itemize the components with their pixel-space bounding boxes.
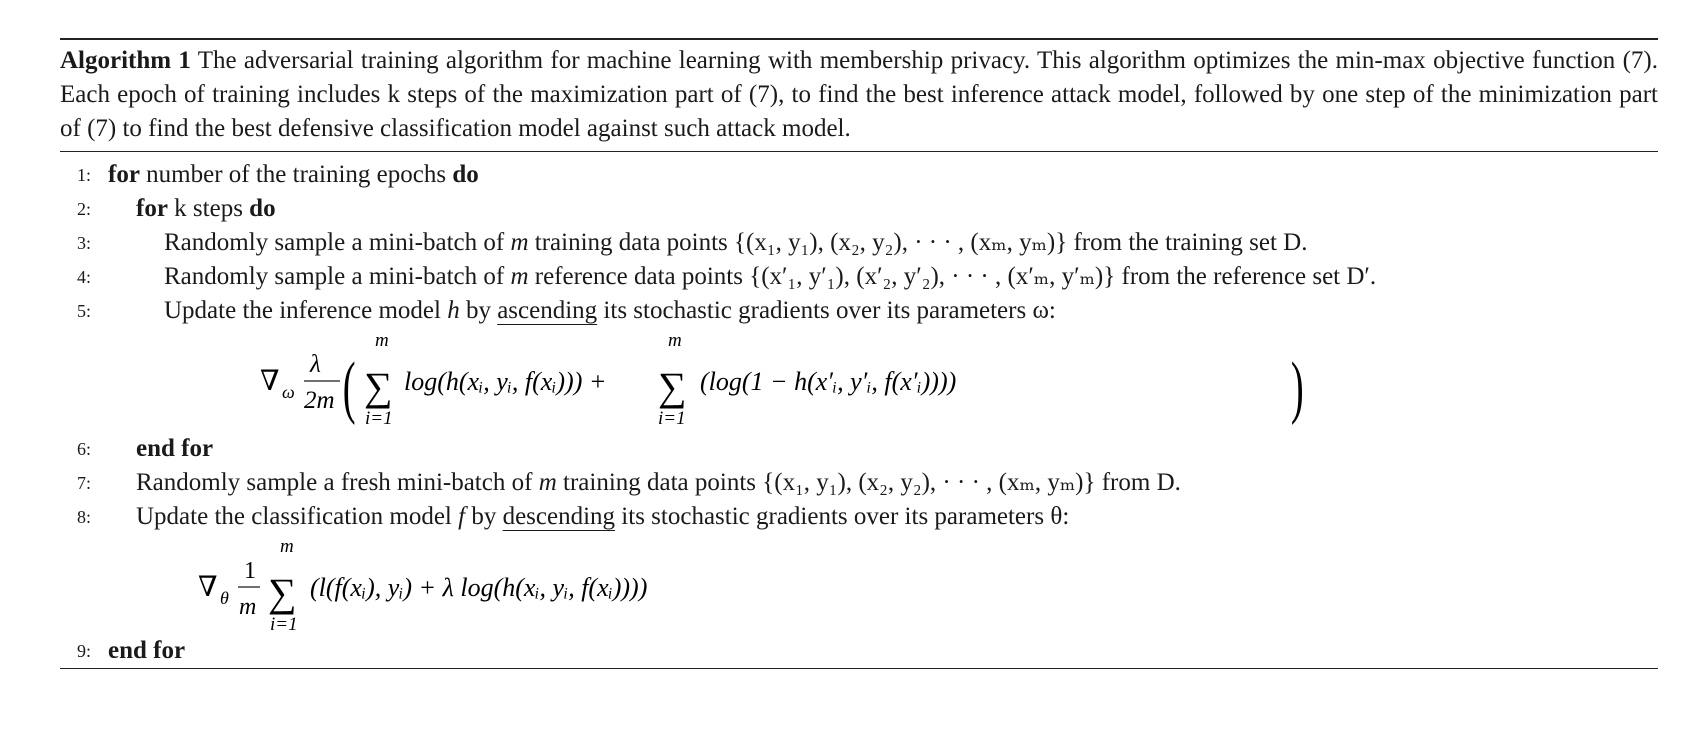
equation-classification-gradient — [60, 534, 1658, 634]
step-text — [164, 294, 1056, 328]
keyword: do — [452, 161, 479, 188]
step-post: reference data points {(x′₁, y′₁), (x′₂, y′₂), · · · , (x′ₘ, y′ₘ)} from the reference set D′. — [528, 263, 1377, 290]
step-text — [108, 158, 479, 192]
step-line-5 — [60, 294, 1658, 328]
algorithm-label: Algorithm 1 — [60, 47, 191, 74]
step-var: h — [447, 297, 460, 324]
step-line-1 — [60, 158, 1658, 192]
algorithm-block — [60, 38, 1658, 669]
line-number: 4: — [77, 267, 92, 287]
eq2-sum-top: m — [280, 536, 294, 557]
step-pre: Randomly sample a mini-batch of — [164, 229, 511, 256]
step-text — [108, 634, 185, 668]
eq1-right-paren: ) — [1290, 349, 1304, 427]
line-number: 7: — [77, 473, 92, 493]
line-number: 9: — [77, 641, 92, 661]
step-var: m — [510, 263, 529, 290]
eq2-sum: ∑ — [268, 570, 297, 615]
step-text — [136, 466, 1181, 500]
eq1-left-paren: ( — [342, 349, 356, 427]
step-pre: Update the inference model — [164, 297, 448, 324]
eq2-term: (l(f(xᵢ), yᵢ) + λ log(h(xᵢ, yᵢ, f(xᵢ)))) — [310, 573, 648, 602]
step-line-3 — [60, 226, 1658, 260]
eq2-nabla: ∇ — [198, 572, 218, 603]
step-text — [136, 192, 276, 226]
step-line-7 — [60, 466, 1658, 500]
line-number: 5: — [77, 301, 92, 321]
step-var: m — [510, 229, 529, 256]
step-mid: by — [465, 503, 503, 530]
eq1-sum1: ∑ — [364, 364, 393, 409]
step-var: f — [458, 503, 466, 530]
equation-1-svg — [60, 328, 1658, 432]
eq2-frac-num: 1 — [244, 558, 256, 584]
eq1-sum1-top: m — [375, 330, 389, 351]
line-number: 1: — [77, 165, 92, 185]
eq1-sum2-bot: i=1 — [658, 408, 686, 429]
eq1-sum1-bot: i=1 — [365, 408, 393, 429]
step-text — [164, 226, 1307, 260]
eq1-sum2-top: m — [668, 330, 682, 351]
eq1-frac-num: λ — [310, 351, 321, 378]
step-underlined: ascending — [497, 297, 598, 324]
eq1-term1: log(h(xᵢ, yᵢ, f(xᵢ))) + — [404, 367, 607, 396]
algorithm-caption-text: The adversarial training algorithm for machine learning with membership privacy. This algorithm optimizes the min-max objective function (7). Each epoch of training includes k steps of the maximization part of (7), to find the best inference attack model, followed by one step of the minimization part of (7) to find the best defensive classification model against such attack model. — [60, 47, 1658, 142]
algorithm-steps — [60, 152, 1658, 668]
eq1-nabla: ∇ — [260, 366, 280, 397]
eq1-sum2: ∑ — [658, 364, 687, 409]
step-text — [136, 432, 213, 466]
step-underlined: descending — [502, 503, 616, 530]
step-line-2 — [60, 192, 1658, 226]
step-mid: by — [459, 297, 498, 324]
step-var: m — [538, 469, 557, 496]
step-body: k steps — [167, 195, 250, 222]
step-pre: Randomly sample a fresh mini-batch of — [136, 469, 539, 496]
step-line-4 — [60, 260, 1658, 294]
line-number: 8: — [77, 507, 92, 527]
step-text — [164, 260, 1376, 294]
eq2-sum-bot: i=1 — [270, 614, 298, 635]
equation-inference-gradient — [60, 328, 1658, 432]
step-text — [136, 500, 1069, 534]
step-line-9 — [60, 634, 1658, 668]
algorithm-caption — [60, 40, 1658, 152]
step-post: training data points {(x₁, y₁), (x₂, y₂), · · · , (xₘ, yₘ)} from D. — [556, 469, 1181, 496]
keyword: end for — [136, 435, 214, 462]
step-pre: Randomly sample a mini-batch of — [164, 263, 511, 290]
step-post: its stochastic gradients over its parameters θ: — [615, 503, 1070, 530]
equation-2-svg — [60, 534, 1658, 634]
step-line-6 — [60, 432, 1658, 466]
algorithm-bottom-rule — [60, 668, 1658, 669]
step-post: its stochastic gradients over its parameters ω: — [597, 297, 1056, 324]
eq2-frac-den: m — [239, 594, 257, 620]
step-body: number of the training epochs — [139, 161, 453, 188]
keyword: end for — [108, 637, 186, 664]
step-line-8 — [60, 500, 1658, 534]
line-number: 6: — [77, 439, 92, 459]
eq1-frac-den: 2m — [304, 387, 335, 414]
keyword: for — [108, 161, 140, 188]
eq1-term2: (log(1 − h(x′ᵢ, y′ᵢ, f(x′ᵢ)))) — [700, 367, 957, 396]
line-number: 2: — [77, 199, 92, 219]
keyword: do — [249, 195, 276, 222]
step-pre: Update the classification model — [136, 503, 459, 530]
line-number: 3: — [77, 233, 92, 253]
keyword: for — [136, 195, 168, 222]
eq1-nabla-sub: ω — [282, 382, 295, 402]
step-post: training data points {(x₁, y₁), (x₂, y₂), · · · , (xₘ, yₘ)} from the training set D. — [528, 229, 1308, 256]
eq2-nabla-sub: θ — [220, 588, 229, 608]
